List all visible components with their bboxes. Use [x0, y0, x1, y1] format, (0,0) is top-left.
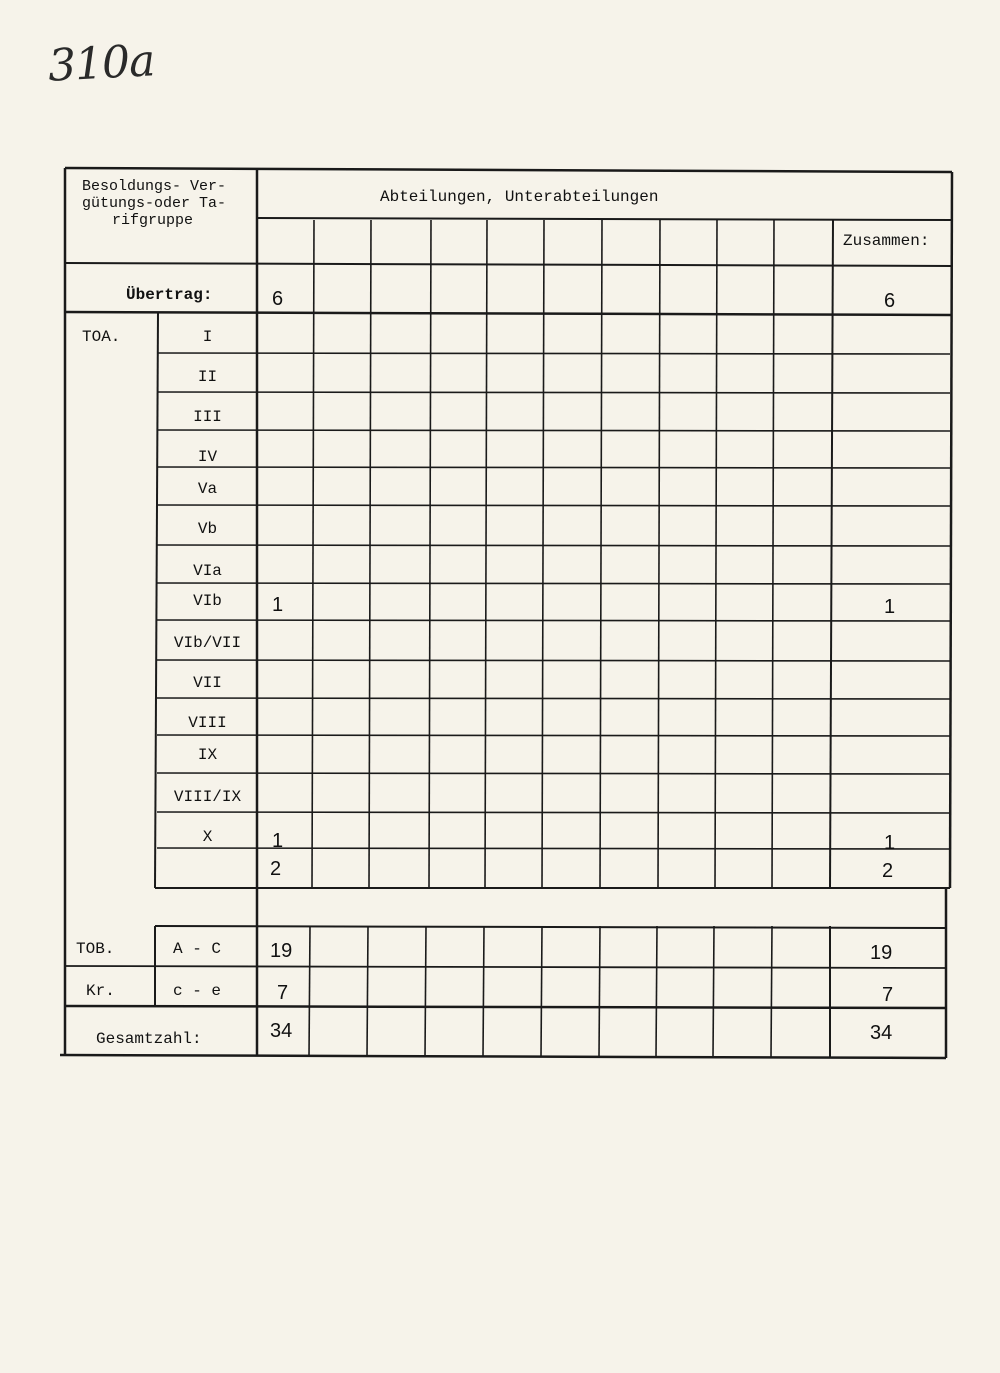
toa-grade: VIII	[188, 714, 227, 732]
column-line	[483, 926, 484, 1057]
handwritten-page-number: 310a	[46, 35, 156, 92]
column-line	[367, 926, 368, 1057]
total-header: Zusammen:	[843, 232, 930, 250]
row-line	[157, 735, 950, 736]
grand-total-label: Gesamtzahl:	[96, 1030, 202, 1048]
tob-label: TOB.	[76, 940, 115, 958]
toa-grade: X	[202, 828, 213, 846]
column-line	[541, 926, 542, 1057]
departments-header: Abteilungen, Unterabteilungen	[380, 188, 659, 206]
column-line	[715, 220, 717, 888]
column-line	[369, 220, 371, 888]
tob-first: 19	[270, 940, 293, 962]
row-line	[157, 583, 950, 584]
row-line	[157, 773, 950, 774]
column-line	[600, 220, 602, 888]
carry-over-first: 6	[272, 288, 284, 310]
toa-grade: VIb	[193, 592, 222, 610]
toa-grade: VII	[193, 674, 222, 692]
grand-total-first: 34	[270, 1020, 293, 1042]
column-line	[425, 926, 426, 1057]
column-line	[485, 220, 487, 888]
row-line	[157, 660, 950, 661]
column-line	[542, 220, 544, 888]
column-line	[658, 220, 660, 888]
carry-over-label: Übertrag:	[126, 286, 213, 304]
column-line	[713, 926, 714, 1057]
toa-total-value: 1	[884, 596, 896, 618]
row-line	[157, 698, 950, 699]
column-line	[312, 220, 314, 888]
column-line	[429, 220, 431, 888]
toa-first-value: 1	[272, 830, 284, 852]
row-line	[157, 505, 950, 506]
row-line	[157, 545, 950, 546]
toa-grade: Vb	[197, 520, 218, 538]
kr-total: 7	[882, 984, 894, 1006]
carry-over-total: 6	[884, 290, 896, 312]
grand-total-total: 34	[870, 1022, 893, 1044]
row-line	[157, 467, 950, 468]
group-header-line: Besoldungs- Ver-	[82, 178, 227, 195]
group-header-label	[82, 178, 226, 229]
kr-first: 7	[277, 982, 289, 1004]
column-line	[599, 926, 600, 1057]
row-line	[157, 353, 950, 354]
row-line	[157, 812, 950, 813]
kr-label: Kr.	[86, 982, 115, 1000]
toa-grade: I	[202, 328, 213, 346]
toa-grade: II	[197, 368, 218, 386]
toa-grade: IX	[197, 746, 218, 764]
toa-grade: VIb/VII	[173, 634, 242, 652]
group-header-line: gütungs-oder Ta-	[82, 195, 227, 212]
row-line	[157, 620, 950, 621]
toa-grade: VIII/IX	[173, 788, 242, 806]
tob-total: 19	[870, 942, 893, 964]
toa-grade: Va	[197, 480, 218, 498]
row-line	[157, 430, 950, 431]
toa-first-value: 1	[272, 594, 284, 616]
column-line	[656, 926, 657, 1057]
row-line	[157, 392, 950, 393]
toa-grade: III	[193, 408, 222, 426]
group-header-line: rifgruppe	[112, 212, 194, 229]
toa-grade: IV	[197, 448, 218, 466]
tob-grade: A - C	[173, 940, 222, 958]
column-line	[771, 926, 772, 1057]
toa-label: TOA.	[82, 328, 121, 346]
toa-subtotal-total: 2	[882, 860, 894, 882]
toa-total-value: 1	[884, 832, 896, 854]
column-line	[309, 926, 310, 1057]
column-line	[772, 220, 774, 888]
toa-grade: VIa	[193, 562, 222, 580]
toa-subtotal-first: 2	[270, 858, 282, 880]
kr-grade: c - e	[173, 982, 222, 1000]
